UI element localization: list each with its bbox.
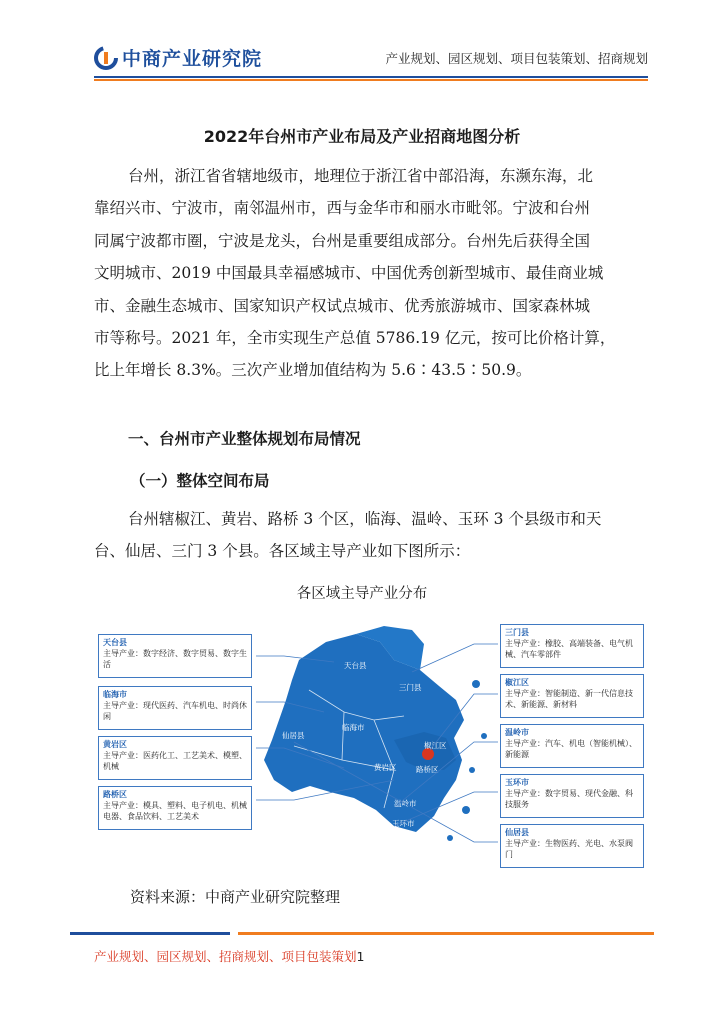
callout-text: 主导产业：模具、塑料、电子机电、机械电器、食品饮料、工艺美术 [103, 801, 247, 821]
intro-line: 市、金融生态城市、国家知识产权试点城市、优秀旅游城市、国家森林城 [94, 296, 591, 315]
industry-map-figure [94, 620, 648, 872]
callout-name: 三门县 [505, 628, 529, 637]
callout-linhai [98, 686, 252, 730]
callout-text: 主导产业：现代医药、汽车机电、时尚休闲 [103, 701, 247, 721]
map-label: 黄岩区 [374, 763, 397, 772]
map-label: 三门县 [399, 683, 422, 692]
callout-huangyan [98, 736, 252, 780]
callout-text: 主导产业：橡胶、高端装备、电气机械、汽车零部件 [505, 639, 633, 659]
map-island [481, 733, 487, 739]
logo-icon [94, 46, 118, 70]
callout-name: 路桥区 [103, 790, 127, 799]
callout-text: 主导产业：生物医药、光电、水泵阀门 [505, 839, 633, 859]
map-island [472, 680, 480, 688]
intro-line: 文明城市、2019 中国最具幸福感城市、中国优秀创新型城市、最佳商业城 [94, 264, 604, 283]
footer-divider-blue [70, 932, 230, 935]
section-heading: 一、台州市产业整体规划布局情况 [128, 430, 361, 448]
header-tagline: 产业规划、园区规划、项目包装策划、招商规划 [385, 51, 648, 66]
district-paragraph [94, 503, 648, 568]
callout-tiantai [98, 634, 252, 678]
callout-name: 临海市 [103, 690, 127, 699]
callout-text: 主导产业：数字经济、数字贸易、数字生活 [103, 649, 247, 669]
page-title: 2022年台州市产业布局及产业招商地图分析 [203, 127, 521, 146]
callout-text: 主导产业：汽车、机电（智能机械）、新能源 [505, 739, 637, 759]
header-divider-orange [94, 79, 648, 81]
callout-text: 主导产业：医药化工、工艺美术、模塑、机械 [103, 751, 247, 771]
map-island [447, 835, 453, 841]
page-footer [94, 947, 364, 965]
intro-line: 台州，浙江省省辖地级市，地理位于浙江省中部沿海，东濒东海，北 [128, 167, 594, 185]
callout-name: 黄岩区 [103, 740, 127, 749]
map-label: 椒江区 [424, 741, 447, 750]
callout-name: 天台县 [103, 638, 127, 647]
district-line: 台、仙居、三门 3 个县。各区域主导产业如下图所示： [94, 542, 471, 561]
callout-wenling [500, 724, 644, 768]
callout-yuhuan [500, 774, 644, 818]
map-label: 温岭市 [394, 799, 417, 808]
callout-text: 主导产业：数字贸易、现代金融、科技服务 [505, 789, 633, 809]
intro-line: 靠绍兴市、宁波市，南邻温州市，西与金华市和丽水市毗邻。宁波和台州 [94, 199, 591, 218]
callout-xianju [500, 824, 644, 868]
map-label: 天台县 [344, 661, 367, 670]
callout-luqiao [98, 786, 252, 830]
callout-text: 主导产业：智能制造、新一代信息技术、新能源、新材料 [505, 689, 633, 709]
callout-name: 温岭市 [505, 728, 529, 737]
map-label: 仙居县 [282, 731, 305, 740]
header-divider-blue [94, 76, 648, 78]
callout-name: 仙居县 [505, 828, 529, 837]
intro-line: 同属宁波都市圈，宁波是龙头，台州是重要组成部分。台州先后获得全国 [94, 231, 591, 250]
callout-name: 椒江区 [505, 678, 529, 687]
subsection-heading: （一）整体空间布局 [130, 472, 270, 490]
figure-title: 各区域主导产业分布 [296, 586, 428, 602]
callout-name: 玉环市 [505, 778, 529, 787]
callout-jiaojiang [500, 674, 644, 718]
district-line: 台州辖椒江、黄岩、路桥 3 个区，临海、温岭、玉环 3 个县级市和天 [128, 510, 602, 528]
intro-paragraph [94, 160, 648, 387]
brand-logo[interactable] [94, 44, 262, 71]
page-number: 1 [356, 949, 365, 964]
page-header [0, 0, 724, 80]
callout-sanmen [500, 624, 644, 668]
map-label: 路桥区 [416, 765, 439, 774]
logo-text: 中商产业研究院 [122, 48, 263, 70]
figure-source: 资料来源：中商产业研究院整理 [130, 888, 341, 906]
intro-line: 市等称号。2021 年，全市实现生产总值 5786.19 亿元，按可比价格计算， [94, 329, 616, 348]
map-island [462, 806, 470, 814]
footer-divider-orange [238, 932, 654, 935]
map-island [469, 767, 475, 773]
footer-text: 产业规划、园区规划、招商规划、项目包装策划 [94, 949, 357, 964]
map-label: 玉环市 [392, 819, 415, 828]
intro-line: 比上年增长 8.3%。三次产业增加值结构为 5.6∶43.5∶50.9。 [94, 361, 532, 380]
map-label: 临海市 [342, 723, 365, 732]
